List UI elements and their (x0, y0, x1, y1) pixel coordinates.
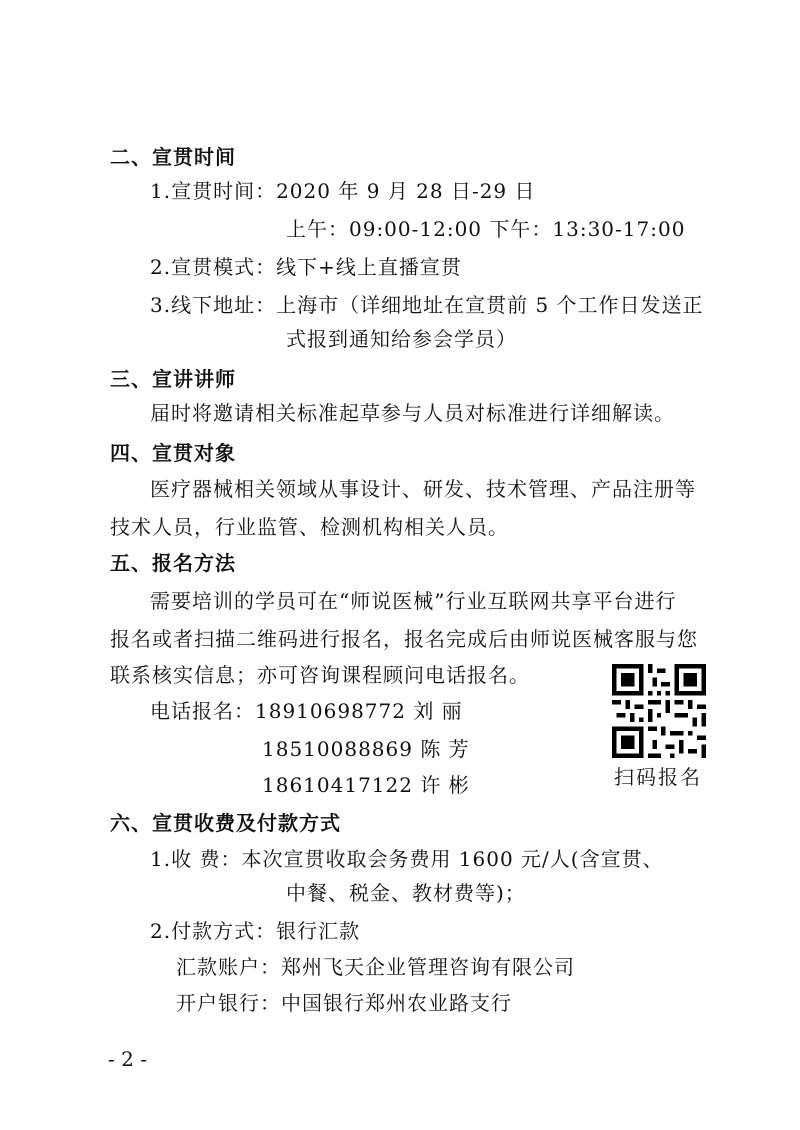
fee-line-cont: 中餐、税金、教材费等)； (286, 881, 526, 905)
section-heading-4: 四、宣贯对象 (110, 441, 236, 465)
section-heading-6: 六、宣贯收费及付款方式 (110, 811, 341, 835)
lecturer-text: 届时将邀请相关标准起草参与人员对标准进行详细解读。 (150, 401, 675, 425)
signup-text-3: 联系核实信息；亦可咨询课程顾问电话报名。 (110, 663, 530, 687)
address-line: 3.线下地址：上海市（详细地址在宣贯前 5 个工作日发送正 (150, 293, 704, 317)
payment-method-line: 2.付款方式：银行汇款 (150, 919, 361, 943)
bank-line: 开户银行：中国银行郑州农业路支行 (176, 991, 512, 1015)
phone-line-1: 电话报名：18910698772 刘 丽 (150, 699, 463, 723)
section-heading-3: 三、宣讲讲师 (110, 367, 236, 391)
section-heading-5: 五、报名方法 (110, 551, 236, 575)
audience-text-1: 医疗器械相关领域从事设计、研发、技术管理、产品注册等 (150, 477, 696, 501)
page-number: - 2 - (108, 1047, 147, 1071)
signup-qr-code[interactable] (612, 664, 706, 758)
schedule-date-line: 1.宣贯时间：2020 年 9 月 28 日-29 日 (150, 179, 536, 203)
signup-text-1: 需要培训的学员可在“师说医械”行业互联网共享平台进行 (150, 589, 677, 613)
signup-text-2: 报名或者扫描二维码进行报名，报名完成后由师说医械客服与您 (110, 627, 698, 651)
schedule-time-line: 上午：09:00-12:00 下午：13:30-17:00 (286, 217, 686, 241)
section-heading-2: 二、宣贯时间 (110, 145, 236, 169)
audience-text-2: 技术人员，行业监管、检测机构相关人员。 (110, 515, 509, 539)
account-name-line: 汇款账户：郑州飞天企业管理咨询有限公司 (176, 955, 575, 979)
qr-caption: 扫码报名 (614, 765, 702, 789)
phone-line-2: 18510088869 陈 芳 (262, 737, 470, 761)
address-line-cont: 式报到通知给参会学员） (286, 327, 517, 351)
fee-line: 1.收 费：本次宣贯收取会务费用 1600 元/人(含宣贯、 (150, 847, 664, 871)
mode-line: 2.宣贯模式：线下+线上直播宣贯 (150, 255, 462, 279)
phone-line-3: 18610417122 许 彬 (262, 773, 470, 797)
